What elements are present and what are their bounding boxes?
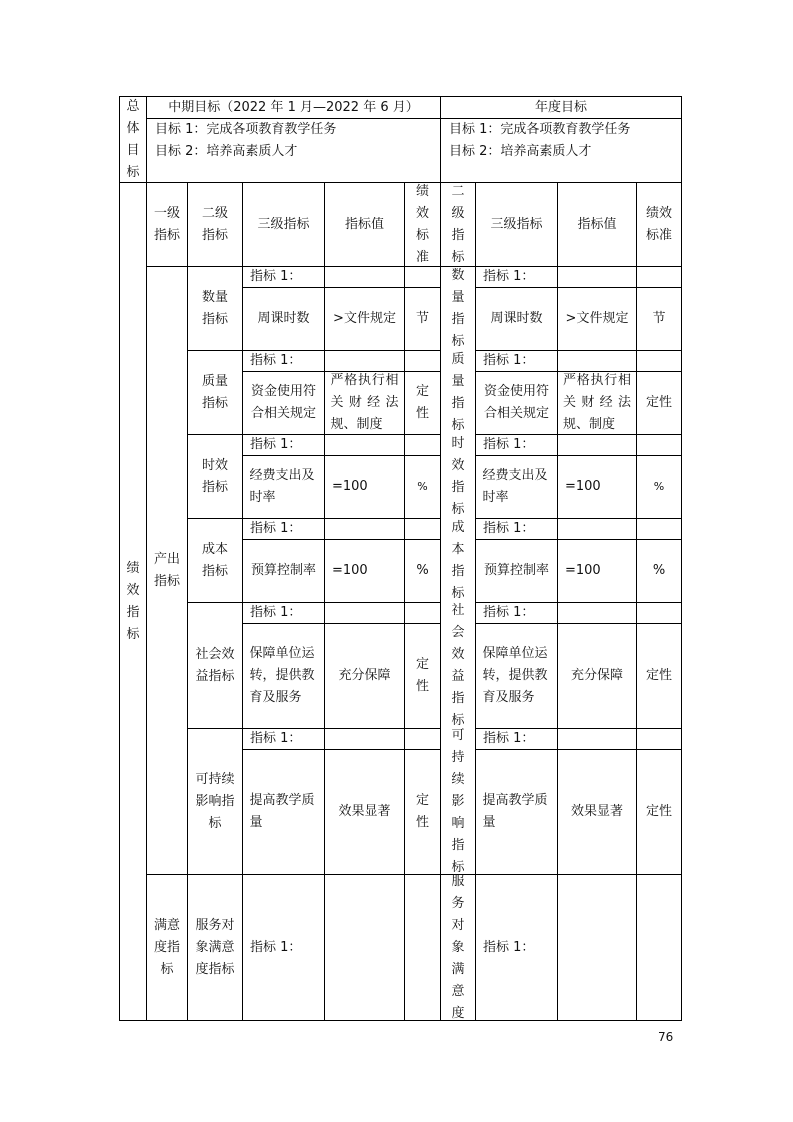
- satisfaction-level1: 满意度指标: [153, 917, 180, 977]
- satisfaction-level3: 指标 1：: [250, 939, 302, 955]
- level2-quantity: 数量指标: [201, 289, 228, 327]
- level2-annual-quality: 质量指标: [451, 351, 465, 433]
- performance-indicator-label: 绩效指标: [126, 560, 140, 642]
- level3-cell-annual: 周课时数: [490, 311, 543, 326]
- value-cell: 严格执行相关财经法规、制度: [330, 373, 399, 432]
- indicator-1-label: 指标 1：: [250, 353, 302, 368]
- value-cell-annual: =100: [565, 563, 601, 578]
- level3-cell-annual: 提高教学质量: [482, 793, 548, 830]
- overall-goal-label: 总体目标: [126, 99, 140, 180]
- level2-annual-quantity: 数量指标: [451, 267, 465, 349]
- level2-annual-social-benefit: 社会效益指标: [451, 602, 465, 728]
- value-cell: =100: [332, 563, 368, 578]
- header-level3-annual: 三级指标: [490, 216, 543, 232]
- standard-cell: 定性: [416, 793, 430, 830]
- rule: [119, 1020, 681, 1021]
- level2-annual-sustainability: 可持续影响指标: [451, 727, 465, 875]
- header-level1: 一级指标: [153, 205, 180, 243]
- standard-cell-annual: 定性: [645, 668, 672, 683]
- value-cell: 效果显著: [338, 804, 391, 819]
- level2-social-benefit: 社会效益指标: [195, 646, 235, 684]
- value-cell: >文件规定: [333, 311, 396, 326]
- level2-timeliness: 时效指标: [201, 457, 228, 495]
- indicator-1-label-annual: 指标 1：: [483, 521, 535, 536]
- indicator-1-label: 指标 1：: [250, 521, 302, 536]
- header-level2: 二级指标: [201, 205, 228, 243]
- level3-cell-annual: 保障单位运转，提供教育及服务: [482, 646, 548, 705]
- standard-cell-annual: %: [652, 563, 666, 578]
- value-cell-annual: 效果显著: [570, 804, 623, 819]
- output-indicator-label: 产出指标: [153, 551, 180, 589]
- annual-header: 年度目标: [534, 99, 587, 115]
- level3-cell: 提高教学质量: [249, 793, 315, 830]
- standard-cell-annual: 定性: [645, 804, 672, 819]
- page-number: 76: [658, 1030, 674, 1044]
- standard-cell: 节: [415, 311, 429, 326]
- header-value-annual: 指标值: [577, 216, 617, 232]
- value-cell-annual: 严格执行相关财经法规、制度: [563, 373, 631, 432]
- level2-quality: 质量指标: [201, 373, 228, 411]
- value-cell: =100: [332, 479, 368, 494]
- satisfaction-level2-annual: 服务对象满意度: [451, 873, 465, 1021]
- header-standard-annual: 绩效标准: [645, 205, 672, 243]
- value-cell-annual: =100: [565, 479, 601, 494]
- standard-cell-annual: %: [653, 480, 665, 493]
- indicator-1-label-annual: 指标 1：: [483, 731, 535, 746]
- value-cell-annual: >文件规定: [565, 311, 629, 326]
- standard-cell: %: [416, 563, 429, 578]
- header-standard: 绩效标准: [416, 183, 430, 265]
- indicator-1-label-annual: 指标 1：: [483, 605, 535, 620]
- indicator-1-label-annual: 指标 1：: [483, 437, 535, 452]
- level3-cell: 资金使用符合相关规定: [250, 384, 316, 421]
- level3-cell: 经费支出及时率: [249, 468, 315, 505]
- mid-term-header: 中期目标（2022 年 1 月—2022 年 6 月）: [168, 99, 419, 115]
- rule: [681, 96, 682, 1021]
- level2-cost: 成本指标: [201, 541, 228, 579]
- standard-cell-annual: 节: [652, 311, 666, 326]
- value-cell-annual: 充分保障: [570, 668, 623, 683]
- satisfaction-level2: 服务对象满意度指标: [195, 917, 235, 977]
- standard-cell: 定性: [416, 657, 430, 694]
- level2-annual-cost: 成本指标: [451, 519, 465, 601]
- value-cell: 充分保障: [338, 668, 391, 683]
- annual-goal-2: 目标 2：培养高素质人才: [449, 144, 592, 159]
- level2-sustainability: 可持续影响指标: [195, 771, 235, 831]
- indicator-1-label: 指标 1：: [250, 269, 302, 284]
- level3-cell-annual: 预算控制率: [483, 563, 549, 578]
- mid-goal-1: 目标 1：完成各项教育教学任务: [155, 122, 337, 137]
- indicator-1-label: 指标 1：: [250, 605, 302, 620]
- indicator-1-label-annual: 指标 1：: [483, 353, 535, 368]
- standard-cell: 定性: [416, 384, 430, 421]
- level3-cell: 预算控制率: [250, 563, 316, 578]
- header-level3: 三级指标: [257, 216, 310, 232]
- standard-cell-annual: 定性: [645, 395, 672, 410]
- level3-cell-annual: 经费支出及时率: [482, 468, 548, 505]
- indicator-1-label-annual: 指标 1：: [483, 269, 535, 284]
- level3-cell-annual: 资金使用符合相关规定: [483, 384, 549, 421]
- level2-annual-timeliness: 时效指标: [451, 435, 465, 517]
- level3-cell: 保障单位运转，提供教育及服务: [249, 646, 315, 705]
- satisfaction-level3-annual: 指标 1：: [483, 939, 535, 955]
- header-level2-annual: 二级指标: [451, 183, 465, 265]
- level3-cell: 周课时数: [257, 311, 310, 326]
- indicator-1-label: 指标 1：: [250, 437, 302, 452]
- mid-goal-2: 目标 2：培养高素质人才: [155, 144, 298, 159]
- header-value: 指标值: [344, 216, 384, 232]
- indicator-1-label: 指标 1：: [250, 731, 302, 746]
- annual-goal-1: 目标 1：完成各项教育教学任务: [449, 122, 631, 137]
- standard-cell: %: [417, 480, 428, 493]
